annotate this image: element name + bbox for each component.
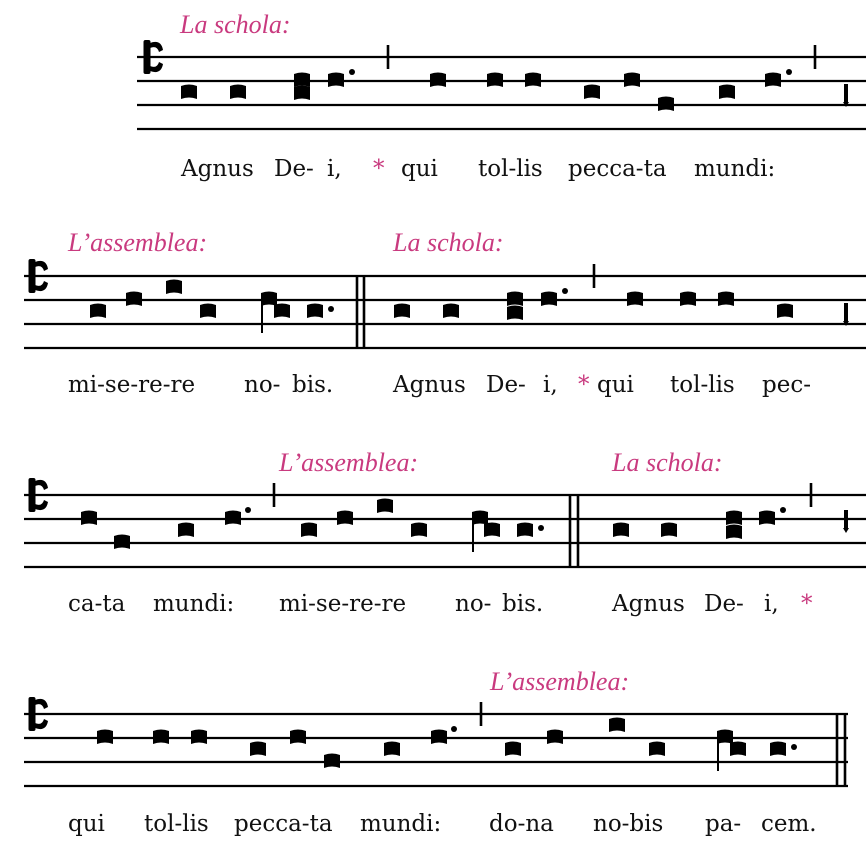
asterisk: *	[578, 372, 590, 398]
rubric-assemblea: L’assemblea:	[279, 448, 419, 477]
lyric-syllable: pec-	[762, 372, 811, 398]
lyric-syllable: i,	[327, 156, 342, 182]
lyric-syllable: no-	[455, 591, 492, 617]
lyric-syllable: Agnus	[612, 591, 685, 617]
rubric-la-schola: La schola:	[180, 10, 291, 39]
lyric-syllable: mundi:	[360, 811, 442, 837]
lyric-syllable: mundi:	[694, 156, 776, 182]
lyric-syllable: i,	[764, 591, 779, 617]
lyric-syllable: bis.	[502, 591, 544, 617]
lyric-syllable: i,	[543, 372, 558, 398]
lyric-syllable: tol-lis	[478, 156, 543, 182]
lyric-syllable: mundi:	[153, 591, 235, 617]
lyrics	[180, 156, 775, 182]
lyrics	[68, 372, 811, 398]
lyric-syllable: no-	[244, 372, 281, 398]
lyric-syllable: pecca-ta	[568, 156, 667, 182]
lyric-syllable: Agnus	[181, 156, 254, 182]
lyric-syllable: tol-lis	[670, 372, 735, 398]
lyrics	[68, 811, 817, 837]
lyric-syllable: mi-se-re-re	[68, 372, 196, 398]
staff	[137, 57, 866, 129]
system-4	[24, 667, 848, 837]
rubric-la-schola: La schola:	[393, 228, 504, 257]
system-2	[24, 228, 866, 398]
lyric-syllable: cem.	[761, 811, 817, 837]
rubric-la-schola: La schola:	[612, 448, 723, 477]
system-3	[24, 448, 866, 617]
asterisk: *	[801, 591, 813, 617]
asterisk: *	[373, 156, 385, 182]
lyric-syllable: mi-se-re-re	[279, 591, 407, 617]
lyric-syllable: bis.	[292, 372, 334, 398]
system-1	[137, 10, 866, 182]
lyric-syllable: tol-lis	[144, 811, 209, 837]
lyric-syllable: pa-	[705, 811, 742, 837]
lyric-syllable: qui	[68, 811, 105, 837]
lyric-syllable: qui	[597, 372, 634, 398]
lyric-syllable: ca-ta	[68, 591, 126, 617]
rubric-assemblea: L’assemblea:	[68, 228, 208, 257]
lyric-syllable: do-na	[489, 811, 554, 837]
lyric-syllable: pecca-ta	[234, 811, 333, 837]
lyric-syllable: De-	[274, 156, 314, 182]
lyrics	[68, 591, 813, 617]
lyric-syllable: no-bis	[593, 811, 664, 837]
lyric-syllable: De-	[704, 591, 744, 617]
lyric-syllable: qui	[401, 156, 438, 182]
lyric-syllable: De-	[486, 372, 526, 398]
rubric-assemblea: L’assemblea:	[490, 667, 630, 696]
lyric-syllable: Agnus	[393, 372, 466, 398]
staff	[24, 714, 848, 786]
